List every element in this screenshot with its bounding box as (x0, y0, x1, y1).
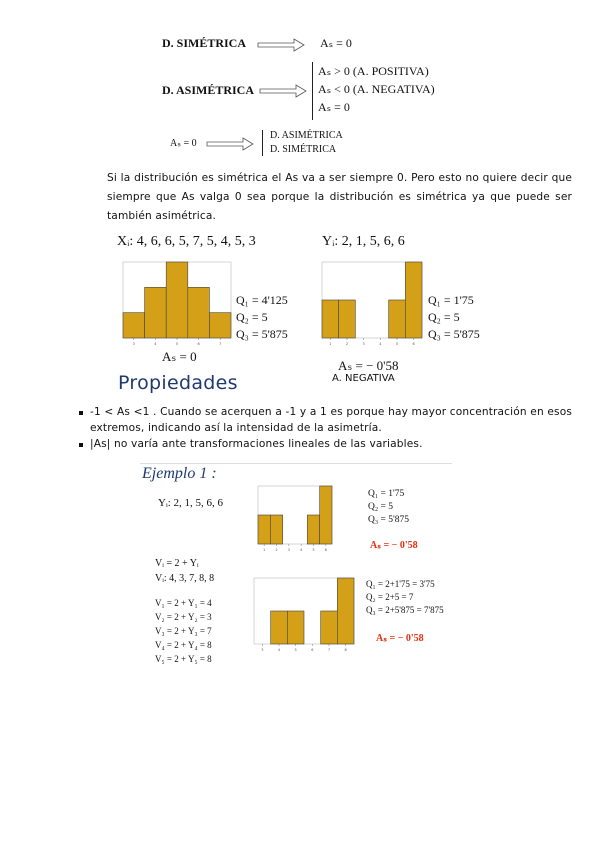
asim-line: Aₛ > 0 (A. POSITIVA) (318, 64, 429, 78)
intro-paragraph: Si la distribución es simétrica el As va a ser siempre 0. Pero esto no quiere decir que siempre que As valga 0 sea porque la distribución es simétrica ya que puede ser también asimétrica. (107, 172, 572, 222)
x-tick-label: 4 (154, 342, 157, 346)
quartile: Q₁ = 1'75 (368, 489, 405, 499)
quartile: Q₁ = 4'125 (236, 293, 288, 307)
x-tick-label: 5 (395, 342, 399, 346)
quartile: Q₂ = 2+5 = 7 (366, 592, 414, 602)
ejemplo-vi-lines (155, 596, 212, 666)
brace (312, 62, 313, 120)
quartile: Q₂ = 5 (368, 502, 394, 512)
example-y-quartiles (428, 292, 480, 343)
ejemplo-y-quartiles (368, 488, 409, 527)
bar (405, 262, 422, 338)
quartile: Q₁ = 2+1'75 = 3'75 (366, 579, 435, 589)
vi-line: V₅ = 2 + Y₅ = 8 (155, 654, 212, 664)
asim-options (318, 62, 435, 116)
x-tick-label: 1 (263, 548, 266, 552)
bar (166, 262, 188, 338)
example-x-title: Xᵢ: 4, 6, 6, 5, 7, 5, 4, 5, 3 (117, 234, 256, 249)
x-tick-label: 4 (277, 648, 281, 652)
quartile: Q₃ = 5'875 (368, 515, 409, 525)
as0-label: Aₛ = 0 (170, 138, 197, 149)
arrow-icon (258, 84, 308, 98)
bullet-text: -1 < As <1 . Cuando se acerquen a -1 y a 1 es porque hay mayor concentración en esos extremos, indicando así la intensidad de la asimetría. (90, 406, 572, 434)
example-x-quartiles (236, 292, 288, 343)
x-tick-label: 6 (311, 648, 314, 652)
quartile: Q₁ = 1'75 (428, 293, 474, 307)
vi-line: V₁ = 2 + Y₁ = 4 (155, 598, 212, 608)
x-tick-label: 8 (344, 648, 347, 652)
vi-line: V₄ = 2 + Y₄ = 8 (155, 640, 212, 650)
propiedades-title: Propiedades (118, 372, 238, 394)
quartile: Q₃ = 2+5'875 = 7'875 (366, 605, 444, 615)
x-tick-label: 3 (261, 648, 264, 652)
bar (287, 611, 304, 644)
ejemplo-yi: Yᵢ: 2, 1, 5, 6, 6 (158, 497, 224, 509)
chart-ejemplo-y (244, 482, 336, 554)
quartile: Q₂ = 5 (428, 310, 460, 324)
bar (209, 313, 231, 338)
bar (322, 300, 339, 338)
x-tick-label: 3 (287, 548, 290, 552)
sim-label: D. SIMÉTRICA (162, 36, 247, 50)
as0-options (270, 129, 343, 157)
x-tick-label: 4 (379, 342, 382, 346)
asim-line: Aₛ = 0 (318, 100, 350, 114)
chart-y (312, 256, 426, 348)
arrow-icon (205, 137, 255, 151)
x-tick-label: 6 (324, 548, 327, 552)
example-x-as: Aₛ = 0 (162, 349, 197, 364)
bar (123, 313, 145, 338)
x-tick-label: 5 (294, 648, 297, 652)
x-tick-label: 6 (197, 342, 200, 346)
sim-value: Aₛ = 0 (320, 36, 352, 50)
bar (320, 486, 332, 544)
x-tick-label: 2 (275, 548, 278, 552)
bullet-icon (79, 443, 83, 447)
quartile: Q₃ = 5'875 (236, 327, 288, 341)
example-y-title: Yᵢ: 2, 1, 5, 6, 6 (322, 234, 405, 249)
ejemplo-v-quartiles (366, 578, 444, 617)
bar (321, 611, 338, 644)
bullet-text: |As| no varía ante transformaciones lineales de las variables. (90, 438, 423, 450)
bar (145, 287, 167, 338)
quartile: Q₂ = 5 (236, 310, 268, 324)
bar (307, 515, 319, 544)
example-y-as: Aₛ = − 0'58 (338, 358, 399, 373)
x-tick-label: 6 (412, 342, 415, 346)
ejemplo-vi-vals: Vᵢ: 4, 3, 7, 8, 8 (155, 573, 215, 584)
bar (337, 578, 354, 644)
ejemplo-y-as: Aₛ = − 0'58 (370, 540, 418, 551)
ejemplo-vi-def: Vᵢ = 2 + Yᵢ (155, 558, 199, 569)
asim-line: Aₛ < 0 (A. NEGATIVA) (318, 82, 435, 96)
bar (258, 515, 270, 544)
x-tick-label: 2 (345, 342, 349, 346)
x-tick-label: 1 (329, 342, 332, 346)
x-tick-label: 3 (362, 342, 365, 346)
x-tick-label: 3 (132, 342, 135, 346)
as0-line: D. SIMÉTRICA (270, 144, 337, 155)
x-tick-label: 7 (219, 342, 222, 346)
chart-x (115, 256, 235, 348)
vi-line: V₃ = 2 + Y₃ = 7 (155, 626, 212, 636)
bar (270, 515, 282, 544)
vi-line: V₂ = 2 + Y₂ = 3 (155, 612, 212, 622)
brace (262, 130, 263, 156)
bar (188, 287, 210, 338)
as0-line: D. ASIMÉTRICA (270, 130, 343, 141)
ejemplo-v-as: Aₛ = − 0'58 (376, 633, 424, 644)
asim-label: D. ASIMÉTRICA (162, 83, 255, 97)
chart-ejemplo-v (240, 572, 358, 656)
divider (140, 463, 452, 464)
negativa-label: A. NEGATIVA (332, 373, 395, 384)
x-tick-label: 4 (300, 548, 303, 552)
x-tick-label: 5 (175, 342, 179, 346)
bar (389, 300, 406, 338)
quartile: Q₃ = 5'875 (428, 327, 480, 341)
bar (271, 611, 288, 644)
x-tick-label: 7 (327, 648, 331, 652)
x-tick-label: 5 (312, 548, 315, 552)
arrow-icon (256, 38, 306, 52)
bar (339, 300, 356, 338)
bullet-icon (79, 411, 83, 415)
ejemplo-title: Ejemplo 1 : (142, 465, 217, 482)
